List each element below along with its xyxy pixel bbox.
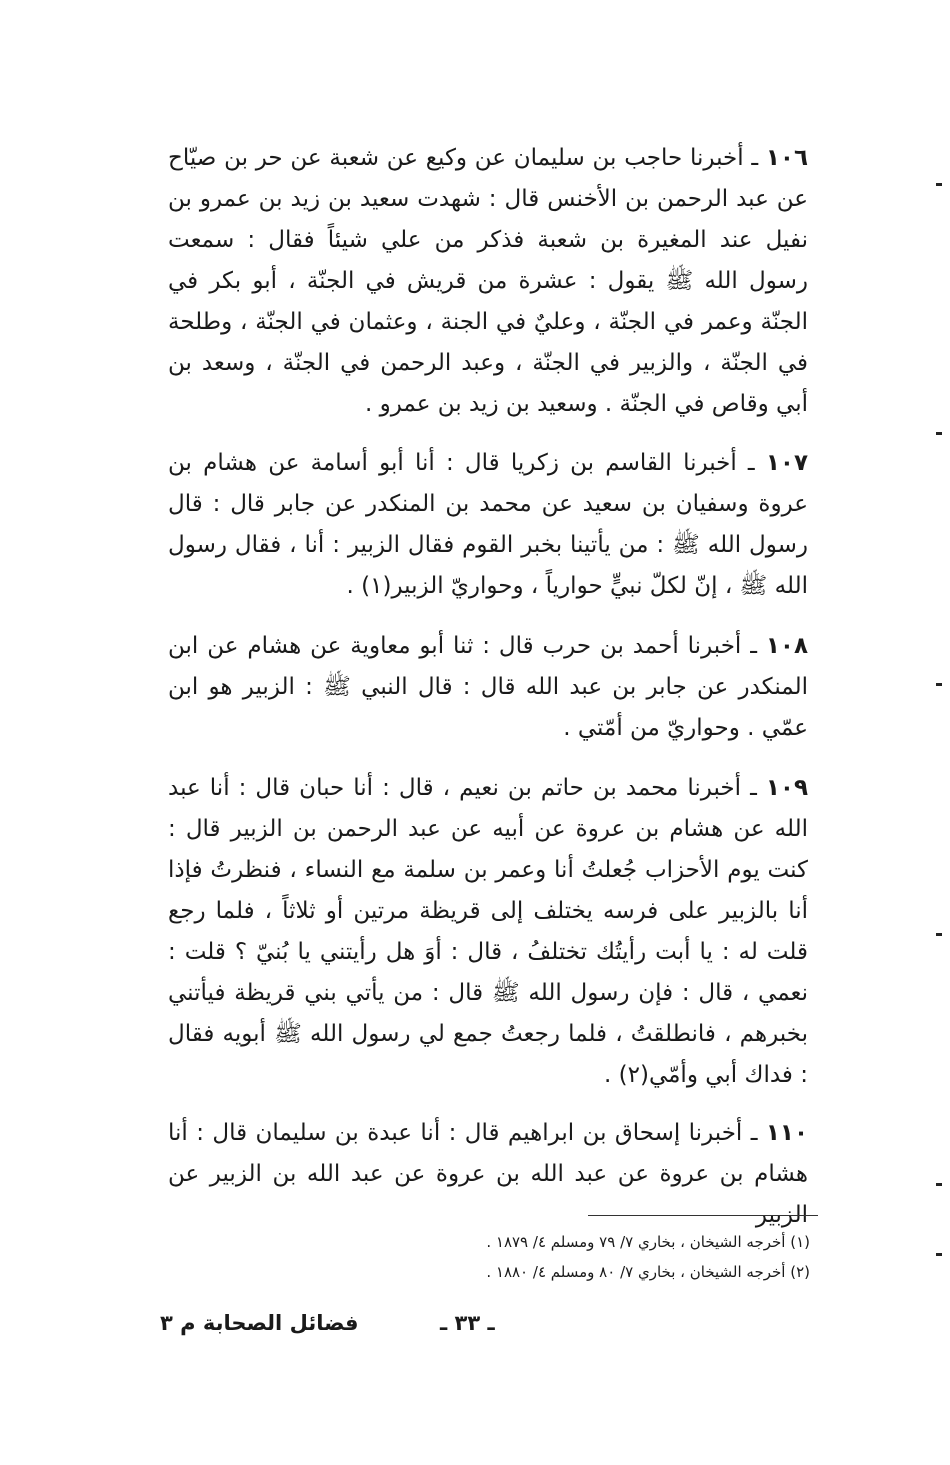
hadith-paragraph-107: [168, 443, 808, 607]
margin-mark: [936, 432, 942, 435]
margin-mark: [936, 1183, 942, 1186]
paragraph-number: ١١٠: [765, 1120, 809, 1146]
hadith-paragraph-110: [168, 1113, 808, 1236]
footnote-divider: [588, 1215, 818, 1216]
paragraph-text: ـ أخبرنا القاسم بن زكريا قال : أنا أبو أسامة عن هشام بن عروة وسفيان بن سعيد عن محمد بن المنكدر عن جابر قال : قال رسول الله ﷺ : من يأتينا بخبر القوم فقال الزبير : أنا ، فقال رسول الله ﷺ ، إنّ لكلّ نبيٍّ حوارياً ، وحواريّ الزبير(١) .: [168, 450, 808, 599]
footnote-1: (١) أخرجه الشيخان ، بخاري ٧/ ٧٩ ومسلم ٤/ ١٨٧٩ .: [486, 1233, 810, 1251]
paragraph-text: ـ أخبرنا أحمد بن حرب قال : ثنا أبو معاوية عن هشام عن ابن المنكدر عن جابر بن عبد الله قال : قال النبي ﷺ : الزبير هو ابن عمّي . وحواريّ من أمّتي .: [168, 633, 808, 741]
paragraph-number: ١٠٩: [765, 775, 808, 801]
paragraph-number: ١٠٧: [765, 450, 808, 476]
footnotes: [330, 1227, 810, 1287]
margin-mark: [936, 683, 942, 686]
hadith-paragraph-108: [168, 626, 808, 749]
footnote-2: (٢) أخرجه الشيخان ، بخاري ٧/ ٨٠ ومسلم ٤/ ١٨٨٠ .: [486, 1263, 810, 1281]
margin-mark: [936, 933, 942, 936]
margin-mark: [936, 1253, 942, 1256]
margin-mark: [936, 183, 942, 186]
hadith-paragraph-109: [168, 768, 808, 1096]
page-footer: [160, 1311, 810, 1345]
page-number: ـ ٣٣ ـ: [440, 1311, 495, 1335]
paragraph-number: ١٠٦: [765, 145, 809, 171]
paragraph-text: ـ أخبرنا محمد بن حاتم بن نعيم ، قال : أنا حبان قال : أنا عبد الله عن هشام بن عروة عن أبيه عن عبد الرحمن بن الزبير قال : كنت يوم الأحزاب جُعلتُ أنا وعمر بن سلمة مع النساء ، فنظرتُ فإذا أنا بالزبير على فرسه يختلف إلى قريظة مرتين أو ثلاثاً ، فلما رجع قلت له : يا أبت رأيتُك تختلفُ ، قال : أوَ هل رأيتني يا بُنيّ ؟ قلت : نعمي ، قال : فإن رسول الله ﷺ قال : من يأتي بني قريظة فيأتني بخبرهم ، فانطلقتُ ، فلما رجعتُ جمع لي رسول الله ﷺ أبويه فقال : فداك أبي وأمّي(٢) .: [168, 775, 808, 1088]
book-title: فضائل الصحابة م ٣: [160, 1311, 359, 1335]
paragraph-number: ١٠٨: [765, 633, 808, 659]
paragraph-text: ـ أخبرنا إسحاق بن ابراهيم قال : أنا عبدة بن سليمان قال : أنا هشام بن عروة عن عبد الله بن عروة عن عبد الله بن الزبير عن الزبير: [168, 1120, 808, 1228]
paragraph-text: ـ أخبرنا حاجب بن سليمان عن وكيع عن شعبة عن حر بن صيّاح عن عبد الرحمن بن الأخنس قال : شهدت سعيد بن زيد بن عمرو بن نفيل عند المغيرة بن شعبة فذكر من علي شيئاً فقال : سمعت رسول الله ﷺ يقول : عشرة من قريش في الجنّة ، أبو بكر في الجنّة وعمر في الجنّة ، وعليٌ في الجنة ، وعثمان في الجنّة ، وطلحة في الجنّة ، والزبير في الجنّة ، وعبد الرحمن في الجنّة ، وسعد بن أبي وقاص في الجنّة . وسعيد بن زيد بن عمرو .: [168, 145, 808, 417]
hadith-paragraph-106: [168, 138, 808, 425]
